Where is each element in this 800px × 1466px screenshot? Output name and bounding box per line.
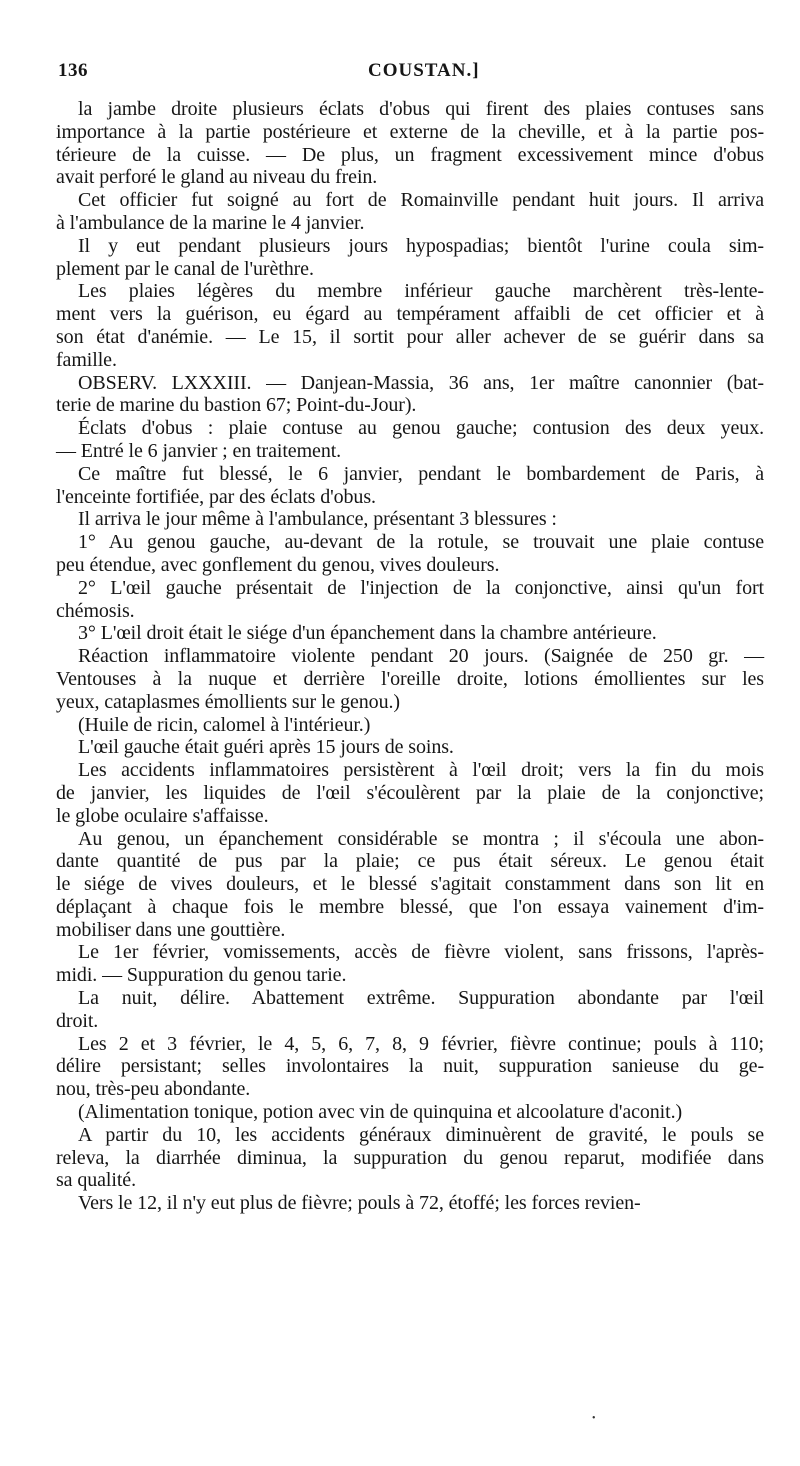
paragraph <box>56 828 764 942</box>
text-line: térieure de la cuisse. — De plus, un fragment excessivement mince d'obus <box>56 143 764 166</box>
text-line: avait perforé le gland au niveau du frein. <box>56 166 378 189</box>
paragraph <box>56 577 764 623</box>
text-line: 3° L'œil droit était le siége d'un épanchement dans la chambre antérieure. <box>78 622 657 645</box>
paragraph <box>56 189 764 235</box>
text-line: (Alimentation tonique, potion avec vin de quinquina et alcoolature d'aconit.) <box>78 1101 683 1124</box>
text-line: le siége de vives douleurs, et le blessé s'agitait constamment dans son lit en <box>56 873 764 896</box>
text-line: nou, très-peu abondante. <box>56 1078 251 1101</box>
text-line: Il y eut pendant plusieurs jours hypospadias; bientôt l'urine coula sim- <box>78 234 764 257</box>
ink-speck: • <box>592 1413 596 1424</box>
text-line: La nuit, délire. Abattement extrême. Suppuration abondante par l'œil <box>78 987 764 1010</box>
paragraph <box>56 531 764 577</box>
text-line: — Entré le 6 janvier ; en traitement. <box>56 439 342 462</box>
paragraph <box>56 463 764 509</box>
text-line: Les 2 et 3 février, le 4, 5, 6, 7, 8, 9 février, fièvre continue; pouls à 110; <box>78 1032 764 1055</box>
paragraph <box>56 417 764 463</box>
paragraph <box>56 1192 764 1215</box>
text-line: Les plaies légères du membre inférieur gauche marchèrent très-lente- <box>78 280 764 303</box>
text-line: Ventouses à la nuque et derrière l'oreille droite, lotions émollientes sur les <box>56 667 764 690</box>
paragraph <box>56 1033 764 1101</box>
text-line: délire persistant; selles involontaires la nuit, suppuration sanieuse du ge- <box>56 1055 764 1078</box>
text-line: ment vers la guérison, eu égard au tempérament affaibli de cet officier et à <box>56 303 764 326</box>
text-line: son état d'anémie. — Le 15, il sortit pour aller achever de se guérir dans sa <box>56 325 764 348</box>
text-line: Ce maître fut blessé, le 6 janvier, pendant le bombardement de Paris, à <box>78 462 764 485</box>
text-line: chémosis. <box>56 599 135 622</box>
paragraph <box>56 759 764 827</box>
paragraph <box>56 987 764 1033</box>
paragraph <box>56 508 764 531</box>
paragraph <box>56 736 764 759</box>
text-line: Les accidents inflammatoires persistèrent à l'œil droit; vers la fin du mois <box>78 759 764 782</box>
paragraph <box>56 1124 764 1192</box>
text-line: 1° Au genou gauche, au-devant de la rotule, se trouvait une plaie contuse <box>78 531 764 554</box>
paragraph <box>56 1101 764 1124</box>
text-line: midi. — Suppuration du genou tarie. <box>56 964 347 987</box>
text-line: terie de marine du bastion 67; Point-du-Jour). <box>56 394 417 417</box>
text-line: Au genou, un épanchement considérable se montra ; il s'écoula une abon- <box>78 827 764 850</box>
text-line: peu étendue, avec gonflement du genou, vives douleurs. <box>56 553 500 576</box>
text-line: Réaction inflammatoire violente pendant 20 jours. (Saignée de 250 gr. — <box>78 645 764 668</box>
text-line: plement par le canal de l'urèthre. <box>56 257 314 280</box>
text-line: yeux, cataplasmes émollients sur le genou.) <box>56 690 400 713</box>
text-line: (Huile de ricin, calomel à l'intérieur.) <box>78 713 371 736</box>
page-header <box>58 56 758 86</box>
text-line: A partir du 10, les accidents généraux diminuèrent de gravité, le pouls se <box>78 1123 764 1146</box>
text-line: mobiliser dans une gouttière. <box>56 918 286 941</box>
text-line: droit. <box>56 1009 99 1032</box>
text-line: sa qualité. <box>56 1169 136 1192</box>
paragraph <box>56 622 764 645</box>
text-line: le globe oculaire s'affaisse. <box>56 804 269 827</box>
paragraph <box>56 280 764 371</box>
text-line: Vers le 12, il n'y eut plus de fièvre; pouls à 72, étoffé; les forces revien- <box>78 1192 641 1215</box>
paragraph <box>56 645 764 713</box>
text-line: 2° L'œil gauche présentait de l'injection de la conjonctive, ainsi qu'un fort <box>78 576 764 599</box>
body-text <box>56 98 764 1215</box>
text-line: l'enceinte fortifiée, par des éclats d'obus. <box>56 485 376 508</box>
paragraph <box>56 98 764 189</box>
text-line: déplaçant à chaque fois le membre blessé, que l'on essaya vainement d'im- <box>56 895 764 918</box>
text-line: la jambe droite plusieurs éclats d'obus qui firent des plaies contuses sans <box>78 98 764 120</box>
text-line: OBSERV. LXXXIII. — Danjean-Massia, 36 ans, 1er maître canonnier (bat- <box>78 371 764 394</box>
text-line: Cet officier fut soigné au fort de Romainville pendant huit jours. Il arriva <box>78 189 764 212</box>
text-line: famille. <box>56 348 117 371</box>
text-line: de janvier, les liquides de l'œil s'écoulèrent par la plaie de la conjonctive; <box>56 781 764 804</box>
page-number: 136 <box>58 60 88 81</box>
text-line: Le 1er février, vomissements, accès de fièvre violent, sans frissons, l'après- <box>78 941 764 964</box>
running-head: COUSTAN.] <box>368 60 480 81</box>
paragraph <box>56 235 764 281</box>
paragraph <box>56 941 764 987</box>
text-line: Il arriva le jour même à l'ambulance, présentant 3 blessures : <box>78 508 557 531</box>
paragraph <box>56 714 764 737</box>
text-line: dante quantité de pus par la plaie; ce pus était séreux. Le genou était <box>56 850 764 873</box>
text-line: Éclats d'obus : plaie contuse au genou gauche; contusion des deux yeux. <box>78 417 764 440</box>
paragraph <box>56 372 764 418</box>
text-line: à l'ambulance de la marine le 4 janvier. <box>56 211 365 234</box>
text-line: importance à la partie postérieure et externe de la cheville, et à la partie pos- <box>56 120 764 143</box>
text-line: releva, la diarrhée diminua, la suppuration du genou reparut, modifiée dans <box>56 1146 764 1169</box>
text-line: L'œil gauche était guéri après 15 jours de soins. <box>78 736 454 759</box>
